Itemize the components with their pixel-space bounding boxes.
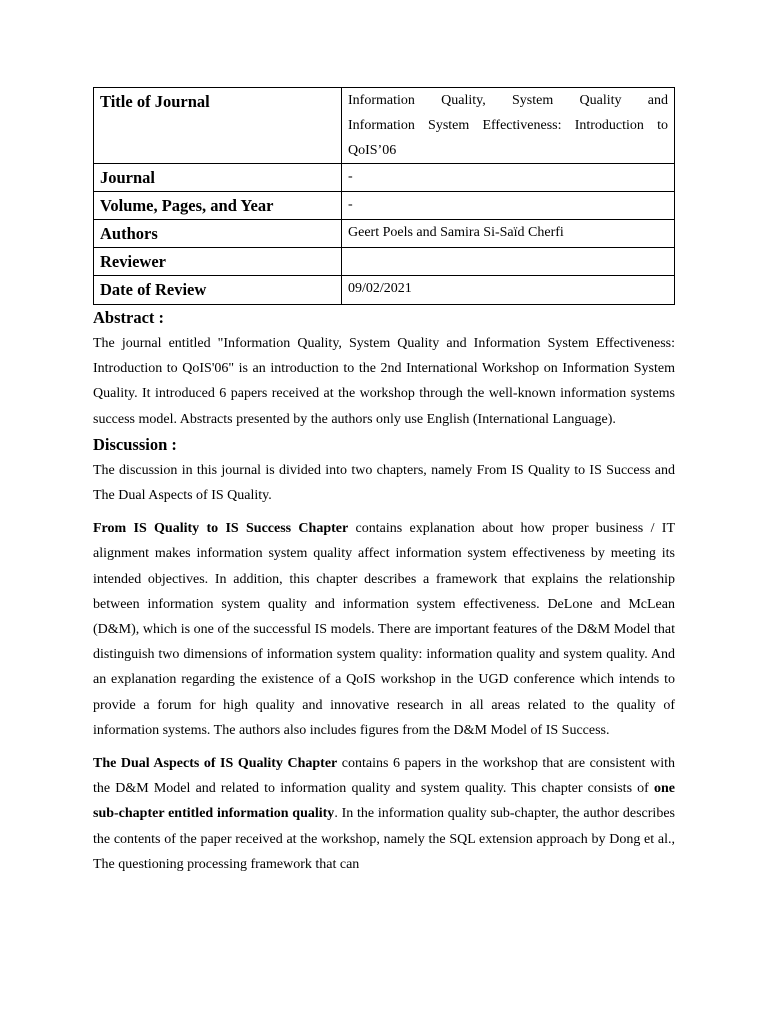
row-value: Geert Poels and Samira Si-Saïd Cherfi <box>342 220 675 248</box>
row-value <box>342 248 675 276</box>
review-info-table <box>93 87 675 305</box>
table-row <box>94 164 675 192</box>
row-value: - <box>342 164 675 192</box>
row-value: - <box>342 192 675 220</box>
chapter2-title: The Dual Aspects of IS Quality Chapter <box>93 756 338 772</box>
chapter2-paragraph <box>93 751 675 877</box>
table-row <box>94 276 675 305</box>
row-label: Journal <box>94 164 342 192</box>
document-page <box>93 87 675 877</box>
table-row <box>94 88 675 164</box>
row-label: Volume, Pages, and Year <box>94 192 342 220</box>
chapter1-paragraph <box>93 516 675 743</box>
subchapter-title: one sub-chapter entitled information quality <box>93 781 675 822</box>
row-label: Authors <box>94 220 342 248</box>
title-line: QoIS’06 <box>348 143 397 158</box>
chapter1-text: contains explanation about how proper business / IT alignment makes information system quality affect information system effectiveness by meeting its intended objectives. In addition, this chapter describes a framework that explains the relationship between information system quality and information system effectiveness. DeLone and McLean (D&M), which is one of the successful IS models. There are important features of the D&M Model that distinguish two dimensions of information system quality: information quality and system quality. And an explanation regarding the existence of a QoIS workshop in the UGD conference which intends to provide a forum for high quality and innovative research in all areas related to the quality of information systems. The authors also includes figures from the D&M Model of IS Success. <box>93 521 675 738</box>
discussion-heading: Discussion : <box>93 434 177 454</box>
row-value: 09/02/2021 <box>342 276 675 305</box>
chapter2-text-continued: . In the information quality sub-chapter, the author describes the contents of the paper received at the workshop, namely the SQL extension approach by Dong et al., The questioning processing framework that can <box>93 806 675 872</box>
discussion-intro: The discussion in this journal is divided into two chapters, namely From IS Quality to IS Success and The Dual Aspects of IS Quality. <box>93 462 675 504</box>
chapter1-title: From IS Quality to IS Success Chapter <box>93 521 349 537</box>
title-line: Information System Effectiveness: Introduction to <box>348 118 668 133</box>
table-row <box>94 220 675 248</box>
row-label: Title of Journal <box>94 88 342 164</box>
abstract-text: The journal entitled "Information Quality, System Quality and Information System Effectiveness: Introduction to QoIS'06" is an introduction to the 2nd International Workshop on Information System Quality. It introduced 6 papers received at the workshop through the well-known information systems success model. Abstracts presented by the authors only use English (International Language). <box>93 336 675 427</box>
title-line: Information Quality, System Quality and <box>348 93 668 108</box>
table-row <box>94 248 675 276</box>
chapter2-text: contains 6 papers in the workshop that are consistent with the D&M Model and related to information quality and system quality. This chapter consists of <box>93 756 675 797</box>
row-label: Date of Review <box>94 276 342 305</box>
abstract-heading: Abstract : <box>93 308 165 327</box>
row-value <box>342 88 675 164</box>
table-row <box>94 192 675 220</box>
row-label: Reviewer <box>94 248 342 276</box>
